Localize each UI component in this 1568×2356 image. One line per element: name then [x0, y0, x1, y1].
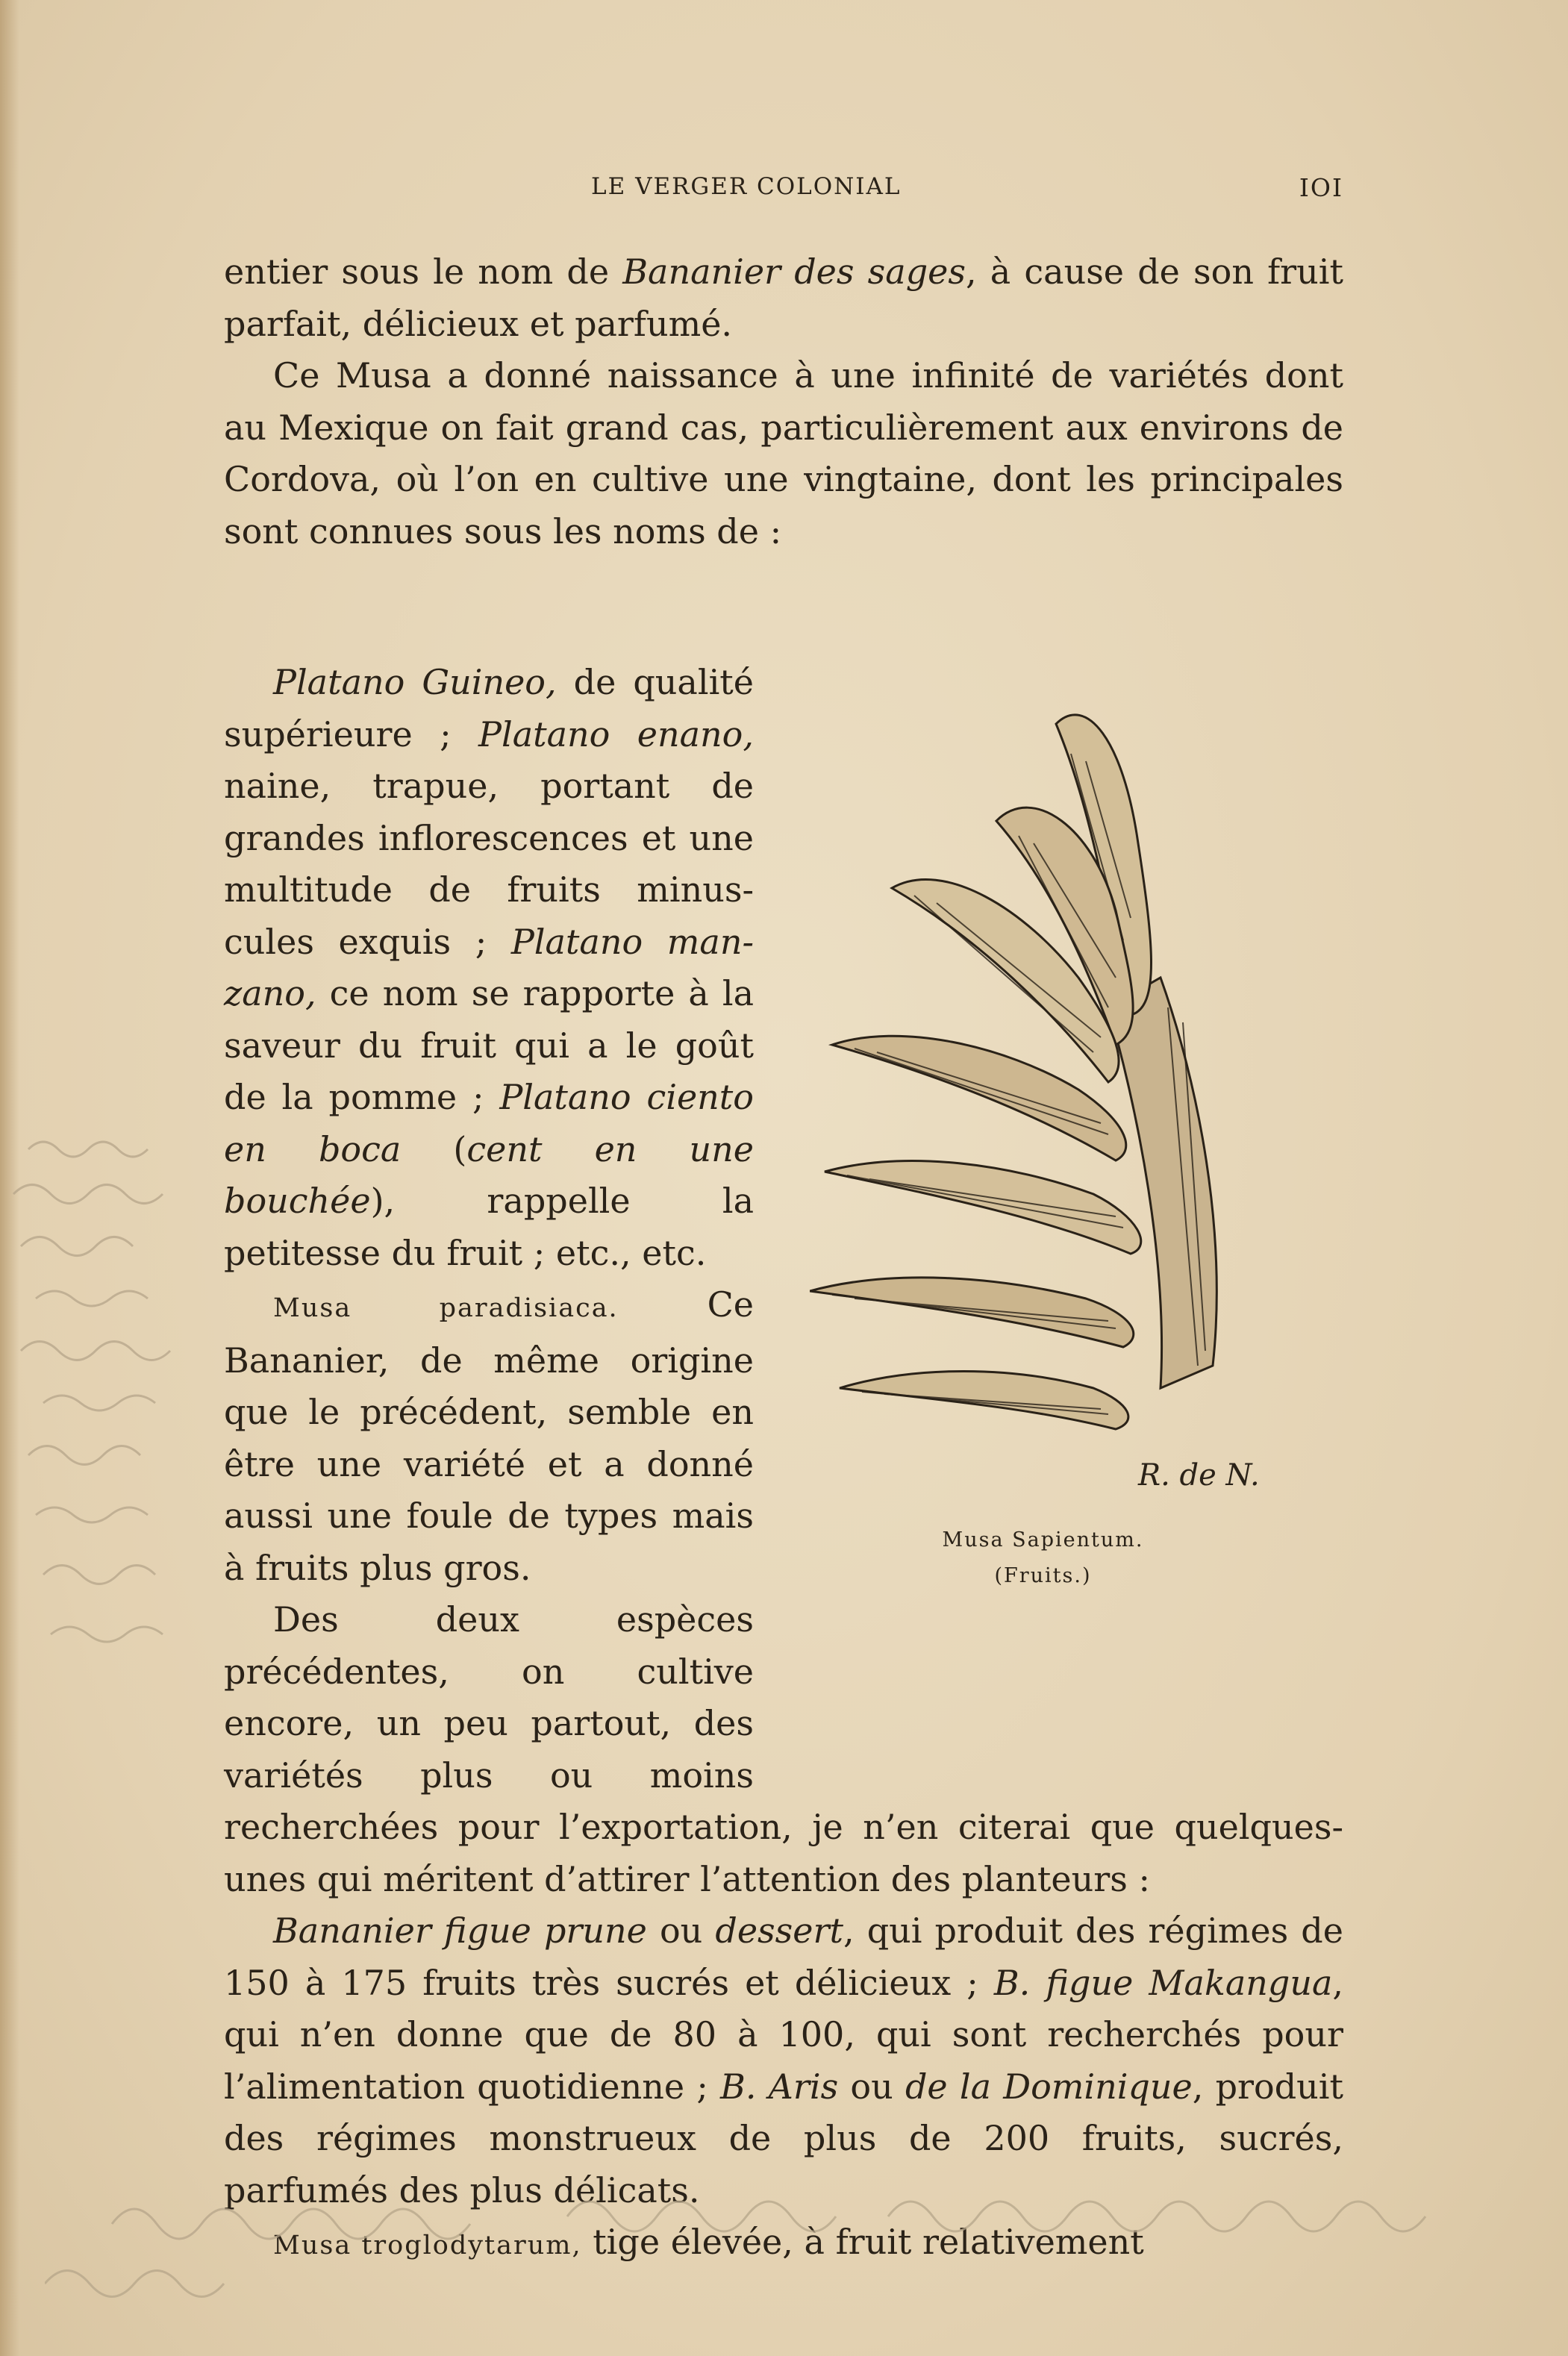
paragraph-4: Musa paradisiaca. Ce Bananier, de même origine que le précédent, semble en être une variété et a donné aussi une foule de types mais à fruits plus gros. — [224, 1284, 754, 1588]
paragraph-5: Des deux espèces précédentes, on cultive encore, un peu partout, des variétés plus ou moins recherchées pour l’exportation, je n’en citerai que quelques-unes qui méritent d’attirer l’attention des planteurs : — [224, 1599, 1343, 1899]
page-number: IOI — [1299, 173, 1343, 202]
bottom-scribbles — [45, 2134, 1537, 2328]
paragraph-1: entier sous le nom de Bananier des sages, à cause de son fruit parfait, délicieux et parfumé. — [224, 251, 1343, 344]
paragraph-2: Ce Musa a donné naissance à une infinité de variétés dont au Mexique on fait grand cas, particulièrement aux environs de Cordova, où l’on en cultive une vingtaine, dont les principales sont connues sous les noms de : — [224, 355, 1343, 551]
caption-subtitle: (Fruits.) — [994, 1564, 1092, 1587]
artist-signature: R. de N. — [1138, 1458, 1260, 1493]
handwritten-margin-notes — [6, 1097, 207, 1709]
running-head: LE VERGER COLONIAL — [591, 173, 902, 200]
paragraph-7: Musa troglodytarum, tige élevée, à fruit relativement — [273, 2222, 1144, 2262]
margin-scribbles — [6, 1097, 207, 1709]
paragraph-3: Platano Guineo, de qualité supérieure ; Platano enano, naine, trapue, portant de grandes inflorescences et une multitude de fruits minus-cules exquis ; Platano man-zano, ce nom se rapporte à la saveur du fruit qui a le goût de la pomme ; Platano ciento en boca (cent en une bouchée), rappelle la petitesse du fruit ; etc., etc. — [224, 662, 754, 1273]
caption-title: Musa Sapientum. — [942, 1528, 1144, 1552]
paragraph-6: Bananier figue prune ou dessert, qui produit des régimes de 150 à 175 fruits très sucrés et délicieux ; B. figue Makangua, qui n’en donne que de 80 à 100, qui sont recherchés pour l’alimentation quotidienne ; B. Aris ou de la Dominique, produit des régimes monstrueux de plus de 200 fruits, sucrés, parfumés des plus délicats. — [224, 1910, 1344, 2210]
banana-bunch-drawing — [810, 694, 1276, 1500]
figure-caption — [810, 1522, 1276, 1594]
page-header — [224, 173, 1343, 210]
handwritten-bottom-note — [45, 2134, 1537, 2328]
opening-text — [224, 246, 1343, 557]
banana-illustration — [810, 694, 1276, 1500]
